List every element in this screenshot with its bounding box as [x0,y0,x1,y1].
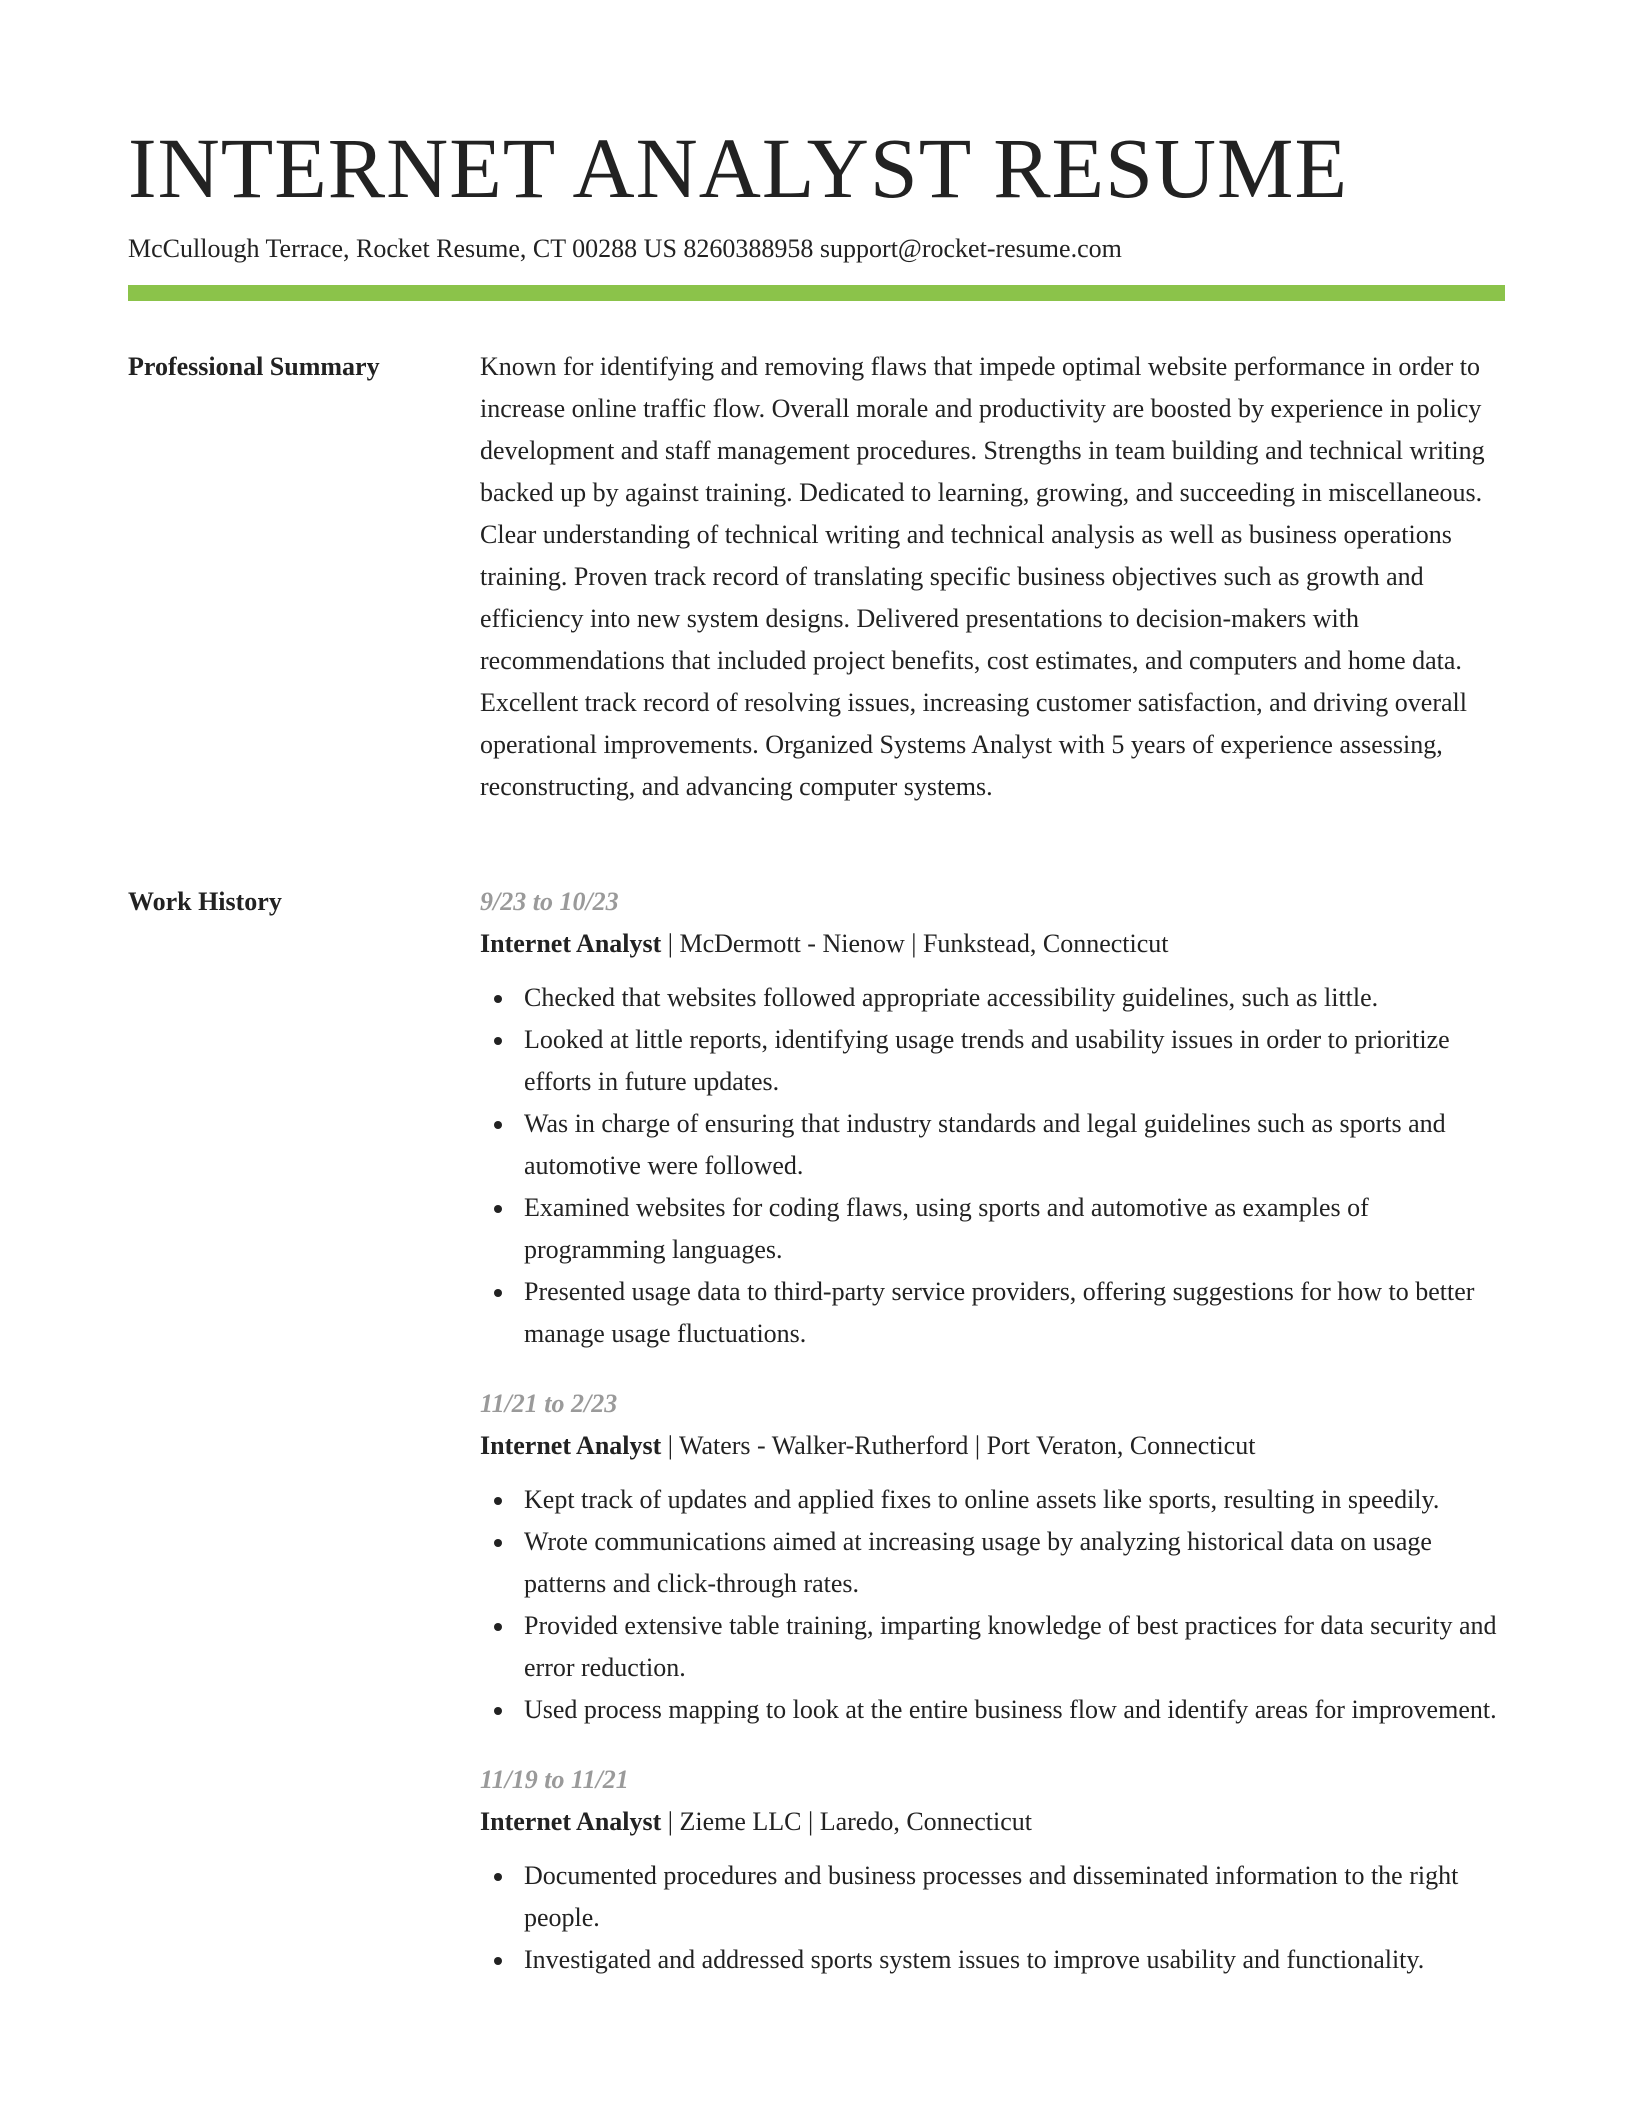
job-dates: 11/19 to 11/21 [480,1765,629,1794]
job-title-line [480,1425,1505,1467]
job-bullet [480,1103,1505,1187]
job-bullet-text: Used process mapping to look at the entire business flow and identify areas for improvement. [524,1695,1497,1724]
bullet-icon [494,1623,502,1631]
job-bullet [480,1939,1505,1981]
work-history-heading: Work History [128,887,282,916]
bullet-icon [494,1707,502,1715]
job-bullet [480,1521,1505,1605]
job-bullet [480,1479,1505,1521]
job-bullet-text: Investigated and addressed sports system issues to improve usability and functionality. [524,1945,1425,1974]
job-bullet [480,1187,1505,1271]
job-bullet-text: Was in charge of ensuring that industry standards and legal guidelines such as sports and automotive were followed. [524,1109,1446,1180]
bullet-icon [494,1497,502,1505]
job-title-line [480,1801,1505,1843]
bullet-icon [494,1539,502,1547]
job-title: Internet Analyst [480,1431,662,1460]
job-title: Internet Analyst [480,929,662,958]
job-entry [480,1759,1505,1981]
job-bullet [480,1019,1505,1103]
job-bullet [480,1605,1505,1689]
job-bullet-text: Checked that websites followed appropriate accessibility guidelines, such as little. [524,983,1379,1012]
job-title-line [480,923,1505,965]
bullet-icon [494,1037,502,1045]
job-entry [480,881,1505,1355]
job-bullet-text: Kept track of updates and applied fixes to online assets like sports, resulting in speedily. [524,1485,1440,1514]
job-bullet-text: Documented procedures and business processes and disseminated information to the right people. [524,1861,1459,1932]
job-bullets [480,977,1505,1355]
job-entry [480,1383,1505,1731]
resume-title: INTERNET ANALYST RESUME [128,120,1349,216]
bullet-icon [494,1121,502,1129]
bullet-icon [494,1289,502,1297]
summary-heading: Professional Summary [128,352,380,381]
job-bullet [480,1855,1505,1939]
job-bullet [480,977,1505,1019]
job-employer-location: | Zieme LLC | Laredo, Connecticut [661,1807,1032,1836]
job-bullet-text: Presented usage data to third-party service providers, offering suggestions for how to better manage usage fluctuations. [524,1277,1475,1348]
job-dates: 11/21 to 2/23 [480,1389,618,1418]
job-bullets [480,1855,1505,1981]
summary-text: Known for identifying and removing flaws that impede optimal website performance in order to increase online traffic flow. Overall morale and productivity are boosted by experience in policy development and staff management procedures. Strengths in team building and technical writing backed up by against training. Dedicated to learning, growing, and succeeding in miscellaneous. Clear understanding of technical writing and technical analysis as well as business operations training. Proven track record of translating specific business objectives such as growth and efficiency into new system designs. Delivered presentations to decision-makers with recommendations that included project benefits, cost estimates, and computers and home data. Excellent track record of resolving issues, increasing customer satisfaction, and driving overall operational improvements. Organized Systems Analyst with 5 years of experience assessing, reconstructing, and advancing computer systems. [480,352,1485,801]
job-bullet-text: Examined websites for coding flaws, using sports and automotive as examples of programming languages. [524,1193,1369,1264]
job-bullets [480,1479,1505,1731]
job-title: Internet Analyst [480,1807,662,1836]
contact-line: McCullough Terrace, Rocket Resume, CT 00288 US 8260388958 support@rocket-resume.com [128,234,1122,263]
job-dates: 9/23 to 10/23 [480,887,619,916]
bullet-icon [494,1205,502,1213]
job-employer-location: | McDermott - Nienow | Funkstead, Connecticut [661,929,1169,958]
summary-section [480,346,1505,808]
work-history-section [480,881,1505,2009]
job-bullet [480,1271,1505,1355]
bullet-icon [494,1957,502,1965]
job-bullet-text: Looked at little reports, identifying usage trends and usability issues in order to prioritize efforts in future updates. [524,1025,1450,1096]
job-bullet [480,1689,1505,1731]
job-employer-location: | Waters - Walker-Rutherford | Port Veraton, Connecticut [661,1431,1256,1460]
job-bullet-text: Wrote communications aimed at increasing usage by analyzing historical data on usage patterns and click-through rates. [524,1527,1432,1598]
accent-divider [128,285,1505,301]
bullet-icon [494,995,502,1003]
bullet-icon [494,1873,502,1881]
job-bullet-text: Provided extensive table training, imparting knowledge of best practices for data security and error reduction. [524,1611,1497,1682]
